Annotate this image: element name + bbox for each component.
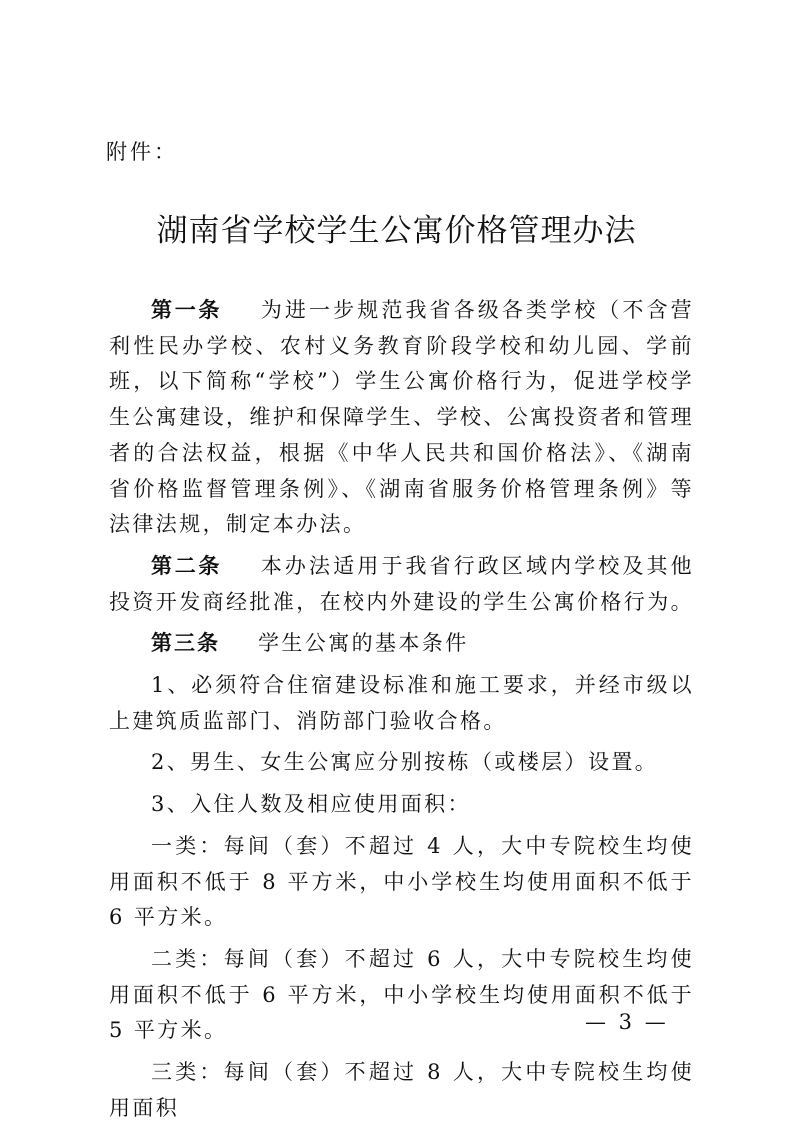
document-body xyxy=(109,293,694,1126)
attachment-label: 附件： xyxy=(106,140,178,164)
article-3 xyxy=(109,626,694,662)
article-1 xyxy=(109,293,694,543)
article-2-text: 本办法适用于我省行政区域内学校及其他投资开发商经批准，在校内外建设的学生公寓价格行为。 xyxy=(109,553,695,614)
article-1-text: 为进一步规范我省各级各类学校（不含营利性民办学校、农村义务教育阶段学校和幼儿园、学前班，以下简称“学校”）学生公寓价格行为，促进学校学生公寓建设，维护和保障学生、学校、公寓投资者和管理者的合法权益，根据《中华人民共和国价格法》、《湖南省价格监督管理条例》、《湖南省服务价格管理条例》等法律法规，制定本办法。 xyxy=(109,298,695,537)
page-number: — 3 — xyxy=(585,1010,669,1034)
article-3-item-1: 1、必须符合住宿建设标准和施工要求，并经市级以上建筑质监部门、消防部门验收合格。 xyxy=(109,673,694,733)
article-2-heading: 第二条 xyxy=(151,553,223,578)
category-2: 二类：每间（套）不超过 6 人，大中专院校生均使用面积不低于 6 平方米，中小学校生均使用面积不低于 5 平方米。 xyxy=(109,946,694,1043)
document-title: 湖南省学校学生公寓价格管理办法 xyxy=(156,213,637,249)
article-1-heading: 第一条 xyxy=(151,298,223,322)
category-3: 三类：每间（套）不超过 8 人，大中专院校生均使用面积 xyxy=(109,1060,694,1120)
article-2 xyxy=(109,549,694,620)
category-1: 一类：每间（套）不超过 4 人，大中专院校生均使用面积不低于 8 平方米，中小学校生均使用面积不低于 6 平方米。 xyxy=(109,833,694,930)
article-3-text: 学生公寓的基本条件 xyxy=(258,631,469,656)
article-3-heading: 第三条 xyxy=(151,631,220,656)
article-3-item-3: 3、入住人数及相应使用面积： xyxy=(151,792,471,817)
article-3-item-2: 2、男生、女生公寓应分别按栋（或楼层）设置。 xyxy=(151,750,659,775)
